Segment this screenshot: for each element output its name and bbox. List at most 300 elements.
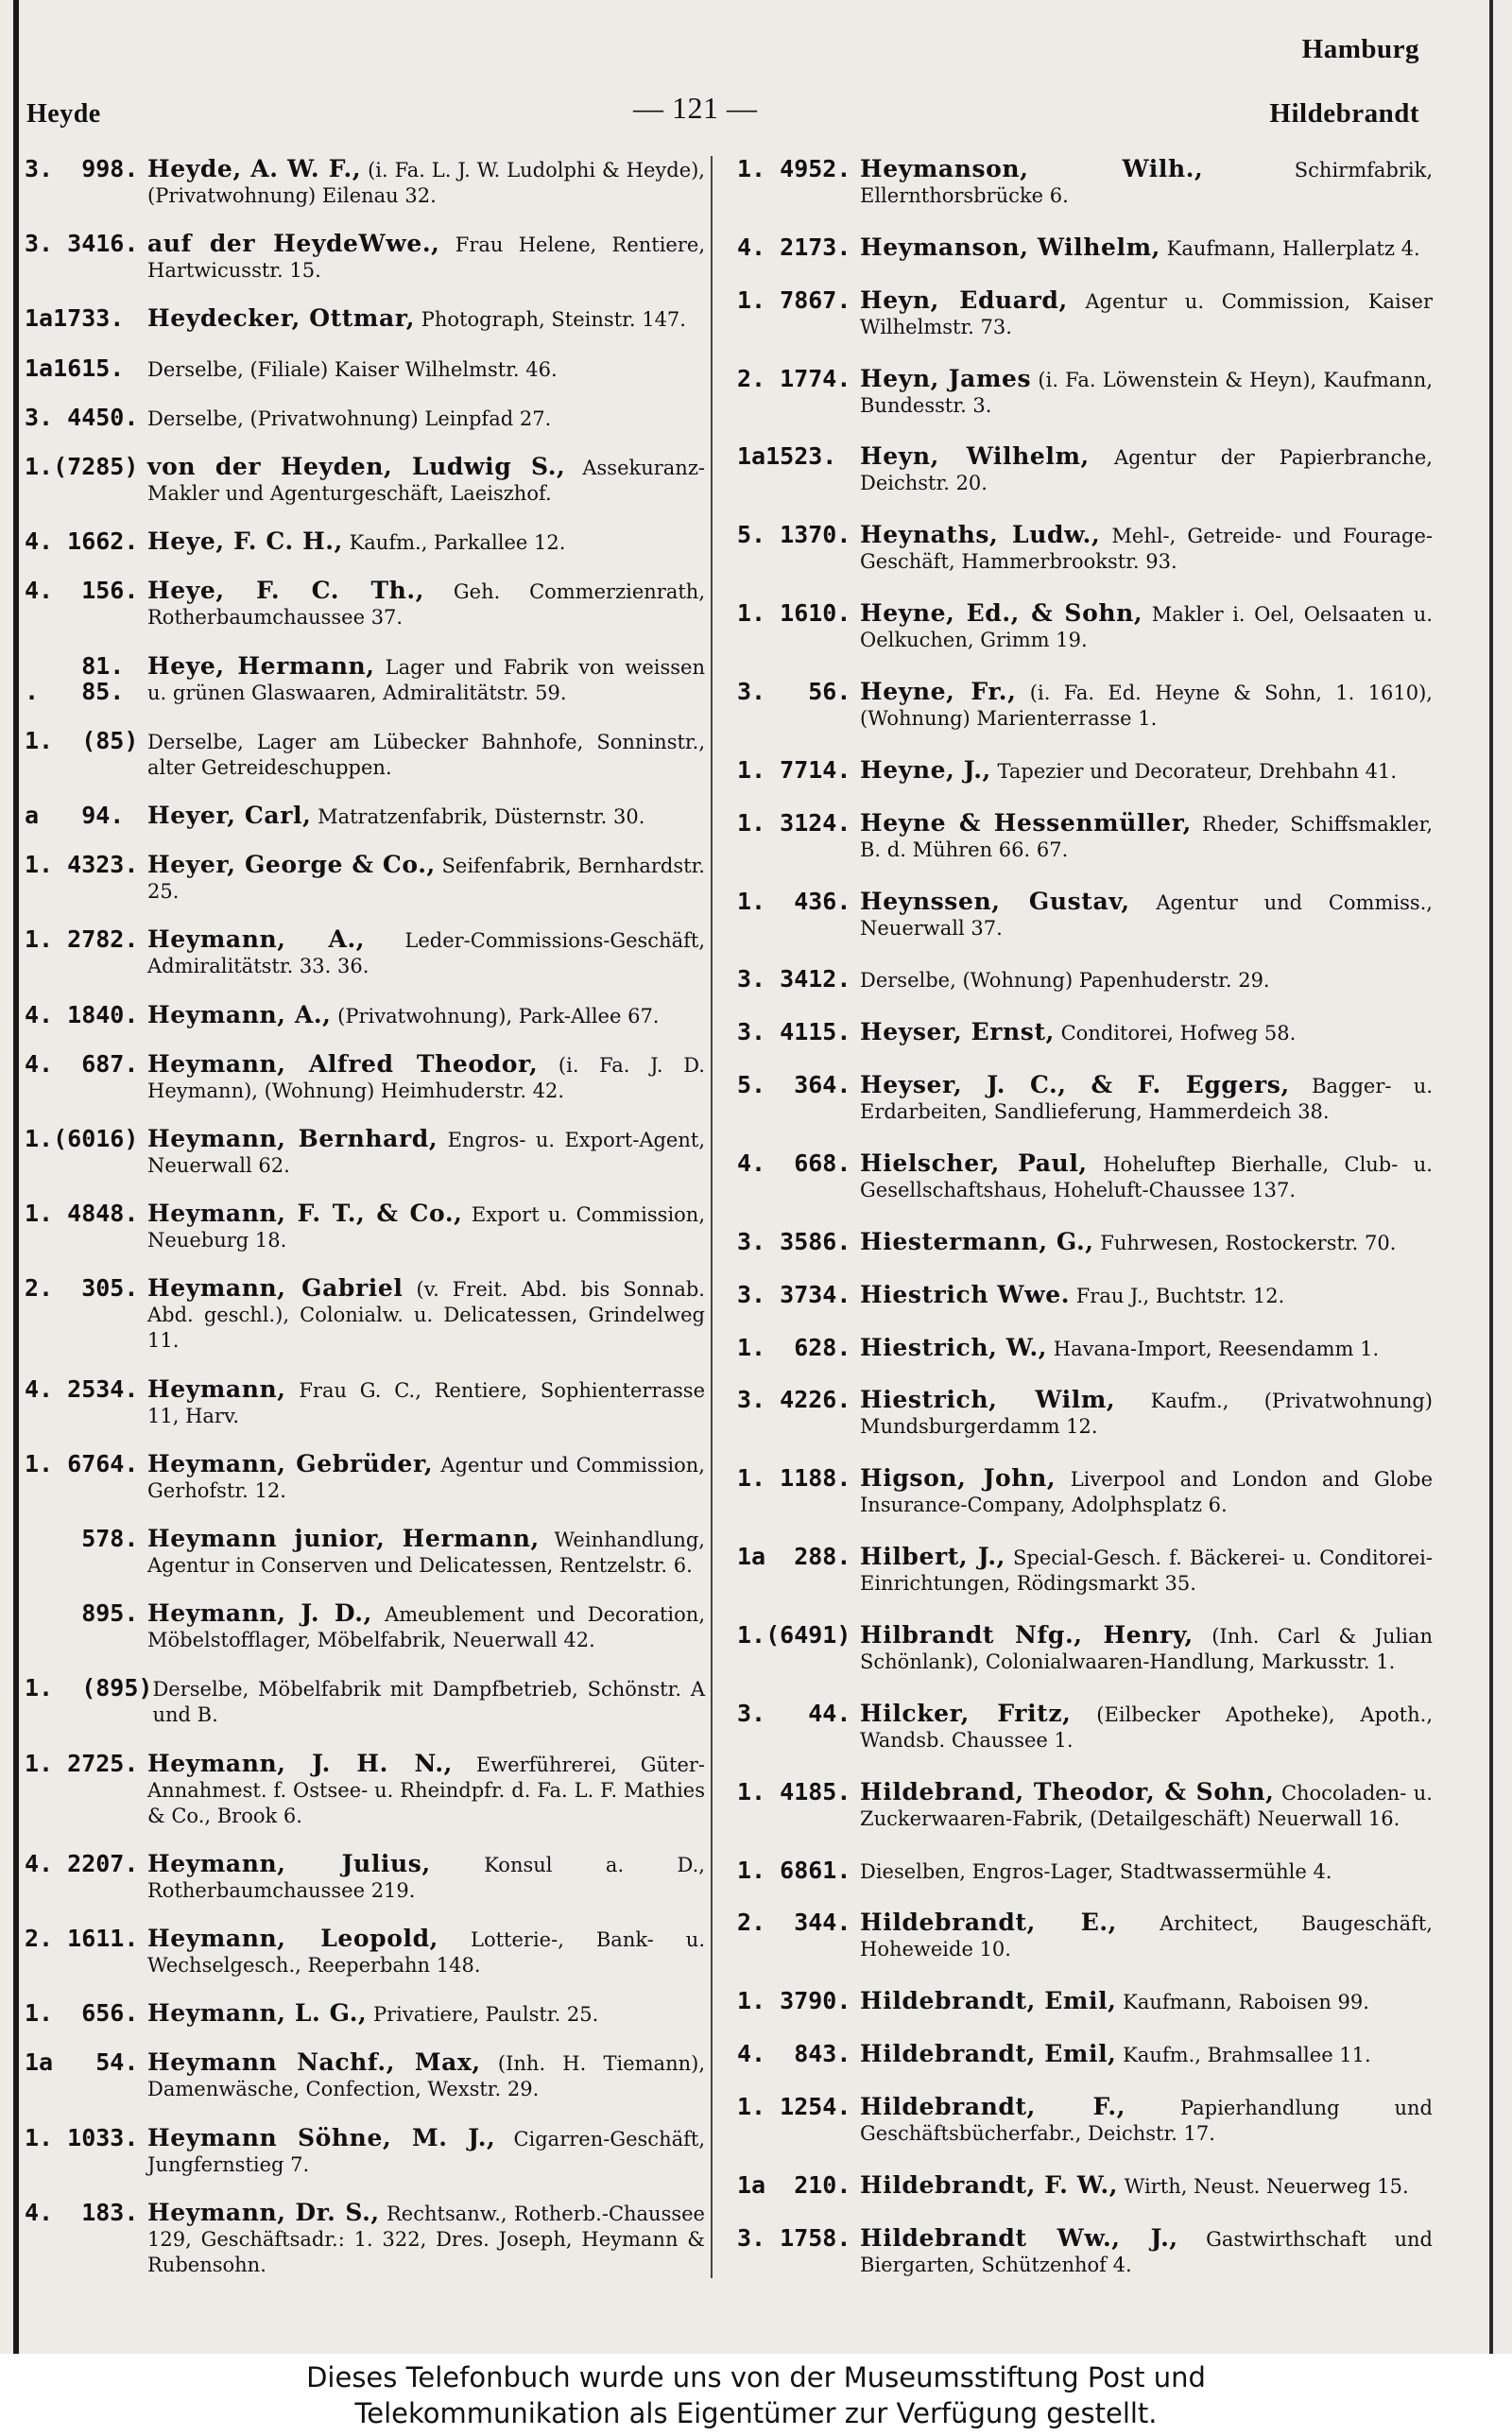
directory-entry xyxy=(737,1387,1433,1440)
page-number: — 121 — xyxy=(633,91,758,125)
directory-entry xyxy=(737,1857,1433,1885)
entry-text xyxy=(860,287,1433,340)
entry-description: (i. Fa. L. J. W. Ludolphi & Heyde), (Privatwohnung) Eilenau 32. xyxy=(147,159,705,207)
directory-entry xyxy=(25,1526,705,1579)
directory-entry xyxy=(25,803,705,830)
directory-entry xyxy=(737,234,1433,262)
entry-description: Special-Gesch. f. Bäckerei- u. Conditorei-Einrichtungen, Rödingsmarkt 35. xyxy=(860,1546,1433,1596)
entry-description: Agentur und Commiss., Neuerwall 37. xyxy=(860,890,1433,940)
phone-number: 1. (85) xyxy=(25,726,139,754)
entry-text xyxy=(860,1465,1433,1518)
phone-number: 3. 1758. xyxy=(737,2223,851,2252)
entry-description: Seifenfabrik, Bernhardstr. 25. xyxy=(147,855,705,904)
entry-text xyxy=(860,1779,1433,1832)
entry-text xyxy=(147,2125,705,2178)
entry-text xyxy=(860,966,1433,993)
entry-text xyxy=(860,1988,1433,2015)
entry-description: Mehl-, Getreide- und Fourage-Geschäft, Hammerbrookstr. 93. xyxy=(860,525,1433,574)
entry-description: Frau Helene, Rentiere, Hartwicusstr. 15. xyxy=(147,233,705,283)
entry-description: Bagger- u. Erdarbeiten, Sandlieferung, Hammerdeich 38. xyxy=(860,1075,1433,1124)
entry-name: auf der HeydeWwe., xyxy=(147,230,440,258)
phone-number: 1. 4952. xyxy=(737,155,851,182)
entry-name: Hiestrich Wwe. xyxy=(860,1280,1071,1308)
entry-text xyxy=(147,1002,705,1029)
entry-name: Heynaths, Ludw., xyxy=(860,521,1101,549)
directory-entry xyxy=(737,1909,1433,1962)
entry-description: Kaufmann, Raboisen 99. xyxy=(1123,1991,1369,2014)
entry-name: Heymann, Bernhard, xyxy=(147,1125,438,1153)
entry-text xyxy=(147,728,705,781)
directory-entry xyxy=(737,1019,1433,1046)
phone-number: 1. 1188. xyxy=(737,1464,851,1493)
entry-name: Heymann, F. T., & Co., xyxy=(147,1200,463,1228)
directory-entry xyxy=(25,926,705,979)
directory-entry xyxy=(737,757,1433,785)
phone-number: 3. 998. xyxy=(25,155,139,182)
entry-text xyxy=(147,653,705,706)
entry-description: Conditorei, Hofweg 58. xyxy=(1060,1022,1297,1045)
entry-name: Higson, John, xyxy=(860,1464,1057,1493)
entry-description: Papierhandlung und Geschäftsbücherfabr., Deichstr. 17. xyxy=(860,2097,1433,2146)
phone-number: 1a1733. xyxy=(25,304,125,333)
entry-text xyxy=(147,1376,705,1429)
entry-text xyxy=(860,679,1433,732)
entry-text xyxy=(860,2225,1433,2278)
phone-number: 1. 4848. xyxy=(25,1200,139,1228)
entry-text xyxy=(860,156,1433,209)
entry-name: Heymann, L. G., xyxy=(147,1999,368,2028)
entry-text xyxy=(860,1072,1433,1125)
entry-text xyxy=(147,405,705,432)
directory-entry xyxy=(737,1988,1433,2015)
entry-name: Heymanson, Wilhelm, xyxy=(860,233,1160,261)
directory-entry xyxy=(737,522,1433,575)
entry-name: Hildebrandt, Emil, xyxy=(860,2040,1117,2068)
phone-number: 1. 7867. xyxy=(737,285,851,314)
entry-name: Heynssen, Gustav, xyxy=(860,887,1130,915)
directory-entry xyxy=(25,1675,705,1728)
phone-number: 4. 668. xyxy=(737,1149,851,1178)
entry-description: Derselbe, Möbelfabrik mit Dampfbetrieb, Schönstr. A und B. xyxy=(152,1678,705,1727)
entry-name: Heyne, J., xyxy=(860,755,991,784)
directory-entry xyxy=(737,1701,1433,1754)
phone-number: 3. 44. xyxy=(737,1699,851,1727)
entry-description: Kaufm., Parkallee 12. xyxy=(349,531,566,555)
entry-name: Hilbert, J., xyxy=(860,1543,1005,1571)
directory-entry xyxy=(737,1622,1433,1675)
entry-name: Heyn, James xyxy=(860,364,1032,392)
entry-name: Heyser, J. C., & F. Eggers, xyxy=(860,1071,1290,1099)
entry-description: Derselbe, Lager am Lübecker Bahnhofe, Sonninstr., alter Getreideschuppen. xyxy=(147,730,705,779)
entry-description: Rechtsanw., Rotherb.-Chaussee 129, Geschäftsadr.: 1. 322, Dres. Joseph, Heymann & Rubensohn. xyxy=(147,2202,705,2276)
phone-number: 3. 3412. xyxy=(737,965,851,993)
entry-description: Chocoladen- u. Zuckerwaaren-Fabrik, (Detailgeschäft) Neuerwall 16. xyxy=(860,1781,1433,1830)
entry-name: Heymann, J. H. N., xyxy=(147,1749,453,1777)
entry-name: Heymann, Leopold, xyxy=(147,1925,438,1953)
directory-entry xyxy=(25,1600,705,1653)
entry-text xyxy=(147,926,705,979)
entry-name: Heyer, George & Co., xyxy=(147,851,436,879)
directory-entry xyxy=(737,810,1433,863)
phone-number: 1. 4185. xyxy=(737,1777,851,1805)
directory-entry xyxy=(737,2094,1433,2147)
entry-text xyxy=(147,1526,705,1579)
entry-description: Gastwirthschaft und Biergarten, Schützenhof 4. xyxy=(860,2227,1433,2276)
entry-description: Kaufm., Brahmsallee 11. xyxy=(1123,2044,1371,2067)
entry-description: Geh. Commerzienrath, Rotherbaumchaussee 37. xyxy=(147,580,705,630)
directory-entry xyxy=(737,156,1433,209)
entry-description: Leder-Commissions-Geschäft, Admiralitätstr. 33. 36. xyxy=(147,929,705,978)
entry-name: Heyne, Fr., xyxy=(860,678,1017,706)
phone-number: 1. 1033. xyxy=(25,2123,139,2151)
header-right-word: Hildebrandt xyxy=(1269,98,1419,129)
phone-number: 4. 2173. xyxy=(737,233,851,261)
phone-number: 4. 1662. xyxy=(25,527,139,556)
entry-text xyxy=(147,852,705,905)
entry-name: Heyser, Ernst, xyxy=(860,1018,1055,1046)
entry-description: (Inh. H. Tiemann), Damenwäsche, Confection, Wexstr. 29. xyxy=(147,2052,705,2101)
entry-description: Wirth, Neust. Neuerweg 15. xyxy=(1124,2174,1409,2198)
entry-name: Hildebrandt Ww., J., xyxy=(860,2223,1178,2252)
entry-text xyxy=(860,1282,1433,1309)
entry-text xyxy=(147,2000,705,2028)
entry-name: Heymann junior, Hermann, xyxy=(147,1525,540,1553)
column-divider xyxy=(711,156,713,2278)
entry-description: Derselbe, (Filiale) Kaiser Wilhelmstr. 46. xyxy=(147,357,558,381)
phone-number: 2. 1774. xyxy=(737,364,851,392)
phone-number: 2. 1611. xyxy=(25,1925,139,1953)
directory-entry xyxy=(25,2049,705,2102)
entry-text xyxy=(147,1451,705,1504)
entry-name: Hiestrich, Wilm, xyxy=(860,1386,1116,1414)
directory-entry xyxy=(25,528,705,556)
left-column xyxy=(25,156,705,2278)
directory-entry xyxy=(737,1229,1433,1256)
entry-text xyxy=(147,156,705,209)
entry-name: Heymanson, Wilh., xyxy=(860,155,1204,182)
directory-entry xyxy=(737,679,1433,732)
entry-text xyxy=(147,1851,705,1904)
directory-entry xyxy=(25,653,705,706)
entry-description: Engros- u. Export-Agent, Neuerwall 62. xyxy=(147,1129,705,1178)
entry-name: Heye, F. C. Th., xyxy=(147,577,425,605)
entry-name: Hildebrand, Theodor, & Sohn, xyxy=(860,1777,1275,1805)
entry-text xyxy=(860,1701,1433,1754)
directory-entry xyxy=(737,966,1433,993)
entry-text xyxy=(147,528,705,556)
entry-text xyxy=(147,803,705,830)
entry-text xyxy=(147,305,705,333)
phone-number: 1. (895) xyxy=(25,1674,153,1702)
directory-entry xyxy=(25,578,705,631)
entry-text xyxy=(860,2041,1433,2068)
phone-number: 1. 2782. xyxy=(25,925,139,954)
phone-number: 1.(6491) xyxy=(737,1621,851,1650)
entry-description: (Inh. Carl & Julian Schönlank), Colonialwaaren-Handlung, Markusstr. 1. xyxy=(860,1625,1433,1674)
entry-name: Heyn, Wilhelm, xyxy=(860,442,1090,471)
entry-text xyxy=(860,600,1433,653)
entry-name: Hilcker, Fritz, xyxy=(860,1699,1072,1727)
entry-name: Heymann, Dr. S., xyxy=(147,2198,380,2226)
phone-number: 4. 1840. xyxy=(25,1000,139,1028)
entry-name: Heyer, Carl, xyxy=(147,802,312,830)
directory-entry xyxy=(25,1201,705,1253)
footer-line-1: Dieses Telefonbuch wurde uns von der Museumsstiftung Post und xyxy=(306,2360,1206,2393)
phone-number: 1. 6861. xyxy=(737,1856,851,1884)
entry-description: Hoheluftер Bierhalle, Club- u. Gesellschaftshaus, Hoheluft-Chaussee 137. xyxy=(860,1153,1433,1202)
directory-entry xyxy=(737,600,1433,653)
directory-entry xyxy=(25,1051,705,1104)
entry-name: Heymann, Alfred Theodor, xyxy=(147,1049,539,1078)
phone-number: a 94. xyxy=(25,802,125,830)
directory-entry xyxy=(737,1072,1433,1125)
entry-description: Lager und Fabrik von weissen u. grünen Glaswaaren, Admiralitätstr. 59. xyxy=(147,655,705,704)
entry-name: Heydecker, Ottmar, xyxy=(147,304,416,333)
entry-name: Heye, Hermann, xyxy=(147,651,375,680)
phone-number: 5. 1370. xyxy=(737,521,851,549)
directory-entry xyxy=(25,231,705,284)
entry-name: Hildebrandt, E., xyxy=(860,1909,1117,1937)
entry-description: Frau J., Buchtstr. 12. xyxy=(1075,1284,1285,1307)
entry-description: Derselbe, (Privatwohnung) Leinpfad 27. xyxy=(147,406,552,430)
entry-text xyxy=(147,2049,705,2102)
directory-entry xyxy=(25,1002,705,1029)
entry-description: Rheder, Schiffsmakler, B. d. Mühren 66. 67. xyxy=(860,812,1433,861)
phone-number: 5. 364. xyxy=(737,1071,851,1099)
entry-description: (Eilbecker Apotheke), Apoth., Wandsb. Chaussee 1. xyxy=(860,1702,1433,1752)
entry-text xyxy=(860,2172,1433,2200)
entry-text xyxy=(147,1126,705,1179)
phone-number: 1. 656. xyxy=(25,1999,139,2028)
entry-description: Assekuranz-Makler und Agenturgeschäft, Laeiszhof. xyxy=(147,457,705,506)
entry-text xyxy=(152,1675,705,1728)
entry-name: Heymann, Gebrüder, xyxy=(147,1449,434,1477)
left-scan-edge xyxy=(13,0,19,2354)
phone-number: 1. 4323. xyxy=(25,851,139,879)
entry-description: Privatiere, Paulstr. 25. xyxy=(373,2003,599,2027)
phone-number: 3. 56. xyxy=(737,678,851,706)
phone-number: 3. 3734. xyxy=(737,1280,851,1308)
directory-entry xyxy=(25,1376,705,1429)
entry-description: Agentur u. Commission, Kaiser Wilhelmstr. 73. xyxy=(860,289,1433,338)
entry-description: Konsul a. D., Rotherbaumchaussee 219. xyxy=(147,1853,705,1902)
directory-entry xyxy=(737,366,1433,419)
entry-text xyxy=(860,1019,1433,1046)
phone-number: 4. 183. xyxy=(25,2198,139,2226)
entry-name: Heymann, xyxy=(147,1374,286,1403)
entry-description: (i. Fa. Ed. Heyne & Sohn, 1. 1610), (Wohnung) Marienterrasse 1. xyxy=(860,682,1433,731)
directory-entry xyxy=(737,1150,1433,1203)
entry-text xyxy=(860,889,1433,942)
entry-name: Heymann, J. D., xyxy=(147,1599,372,1628)
directory-entry xyxy=(25,405,705,432)
entry-name: Hildebrandt, Emil, xyxy=(860,1987,1117,2015)
phone-number: 4. 2207. xyxy=(25,1849,139,1877)
entry-description: Kaufmann, Hallerplatz 4. xyxy=(1166,236,1420,260)
entry-text xyxy=(147,1051,705,1104)
entry-description: Architect, Baugeschäft, Hoheweide 10. xyxy=(860,1912,1433,1961)
entry-name: Heymann, Gabriel xyxy=(147,1274,404,1303)
directory-entry xyxy=(737,1465,1433,1518)
phone-number: 578. xyxy=(25,1525,139,1553)
entry-description: Export u. Commission, Neueburg 18. xyxy=(147,1203,705,1253)
directory-entry xyxy=(25,852,705,905)
phone-number: 3. 3416. xyxy=(25,230,139,258)
directory-entry xyxy=(737,1779,1433,1832)
entry-text xyxy=(147,454,705,507)
entry-text xyxy=(860,1150,1433,1203)
header-city: Hamburg xyxy=(1301,34,1419,64)
phone-number: 3. 4226. xyxy=(737,1386,851,1414)
header-left-word: Heyde xyxy=(26,99,101,129)
phone-number: 1. 1610. xyxy=(737,599,851,628)
entry-text xyxy=(147,1275,705,1354)
phone-number: 1. 436. xyxy=(737,887,851,915)
phone-number: 1a1615. xyxy=(25,354,125,382)
entry-text xyxy=(860,1229,1433,1256)
entry-name: Heyn, Eduard, xyxy=(860,285,1068,314)
phone-number: 3. 4450. xyxy=(25,403,139,431)
entry-text xyxy=(860,234,1433,262)
entry-name: Heymann Söhne, M. J., xyxy=(147,2123,496,2151)
entry-text xyxy=(860,1857,1433,1885)
phone-number: 81. . 85. xyxy=(25,651,125,705)
entry-description: Agentur der Papierbranche, Deichstr. 20. xyxy=(860,446,1433,495)
entry-name: Heymann Nachf., Max, xyxy=(147,2048,481,2077)
phone-number: 2. 344. xyxy=(737,1909,851,1937)
phone-number: 4. 687. xyxy=(25,1049,139,1078)
entry-description: Schirmfabrik, Ellernthorsbrücke 6. xyxy=(860,159,1433,207)
phone-number: 4. 2534. xyxy=(25,1374,139,1403)
directory-entry xyxy=(25,1851,705,1904)
entry-text xyxy=(860,1387,1433,1440)
directory-entry xyxy=(25,2125,705,2178)
phone-number: 1. 1254. xyxy=(737,2093,851,2121)
directory-entry xyxy=(737,1282,1433,1309)
entry-text xyxy=(860,366,1433,419)
right-scan-edge xyxy=(1489,0,1493,2354)
entry-name: Heymann, A., xyxy=(147,925,366,954)
entry-text xyxy=(860,1335,1433,1362)
phone-number: 1. 628. xyxy=(737,1333,851,1361)
entry-name: Hiestermann, G., xyxy=(860,1227,1094,1255)
entry-description: Ewerführerei, Güter-Annahmest. f. Ostsee- u. Rheindpfr. d. Fa. L. F. Mathies & Co., Brook 6. xyxy=(147,1753,706,1827)
entry-description: Cigarren-Geschäft, Jungfernstieg 7. xyxy=(147,2127,705,2176)
directory-entry xyxy=(25,1926,705,1978)
entry-name: Hilbrandt Nfg., Henry, xyxy=(860,1621,1194,1650)
entry-description: Weinhandlung, Agentur in Conserven und Delicatessen, Rentzelstr. 6. xyxy=(147,1529,705,1578)
phone-number: 1. 6764. xyxy=(25,1449,139,1477)
entry-description: Lotterie-, Bank- u. Wechselgesch., Reeperbahn 148. xyxy=(147,1928,705,1978)
entry-description: Fuhrwesen, Rostockerstr. 70. xyxy=(1100,1231,1397,1254)
directory-entry xyxy=(737,2225,1433,2278)
entry-description: Photograph, Steinstr. 147. xyxy=(421,308,686,332)
entry-description: Derselbe, (Wohnung) Papenhuderstr. 29. xyxy=(860,969,1270,993)
right-column xyxy=(737,156,1433,2278)
entry-text xyxy=(147,1600,705,1653)
footer-line-2: Telekommunikation als Eigentümer zur Verfügung gestellt. xyxy=(354,2396,1158,2429)
directory-entry xyxy=(737,2172,1433,2200)
entry-description: (i. Fa. J. D. Heymann), (Wohnung) Heimhuderstr. 42. xyxy=(147,1053,705,1102)
directory-entry xyxy=(737,443,1433,496)
phone-number: 1a1523. xyxy=(737,442,837,471)
entry-description: (Privatwohnung), Park-Allee 67. xyxy=(337,1004,660,1028)
footer-notice xyxy=(0,2354,1512,2436)
entry-name: Hielscher, Paul, xyxy=(860,1149,1088,1178)
entry-text xyxy=(860,757,1433,785)
phone-number: 3. 4115. xyxy=(737,1018,851,1046)
entry-name: Heye, F. C. H., xyxy=(147,527,343,556)
directory-entry xyxy=(737,1335,1433,1362)
entry-text xyxy=(147,1201,705,1253)
entry-description: Ameublement und Decoration, Möbelstofflager, Möbelfabrik, Neuerwall 42. xyxy=(147,1603,705,1652)
entry-name: Hildebrandt, F. W., xyxy=(860,2170,1119,2199)
phone-number: 1a 54. xyxy=(25,2048,139,2077)
entry-name: von der Heyden, Ludwig S., xyxy=(147,453,566,481)
directory-entry xyxy=(737,889,1433,942)
entry-text xyxy=(147,231,705,284)
entry-name: Heyne, Ed., & Sohn, xyxy=(860,599,1143,628)
phone-number: 1. 3124. xyxy=(737,808,851,837)
phone-number: 895. xyxy=(25,1599,139,1628)
entry-text xyxy=(147,1751,705,1829)
entry-text xyxy=(860,443,1433,496)
directory-entry xyxy=(25,1126,705,1179)
directory-entry xyxy=(25,1451,705,1504)
directory-entry xyxy=(737,1544,1433,1597)
entry-description: Liverpool and London and Globe Insurance-Company, Adolphsplatz 6. xyxy=(860,1468,1433,1517)
entry-name: Hiestrich, W., xyxy=(860,1333,1048,1361)
entry-name: Heyne & Hessenmüller, xyxy=(860,808,1192,837)
entry-description: Makler i. Oel, Oelsaaten u. Oelkuchen, Grimm 19. xyxy=(860,603,1433,652)
phone-number: 4. 156. xyxy=(25,577,139,605)
entry-name: Heymann, A., xyxy=(147,1000,332,1028)
entry-description: Matratzenfabrik, Düsternstr. 30. xyxy=(318,805,645,829)
directory-entry xyxy=(25,305,705,333)
phone-number: 1. 3790. xyxy=(737,1987,851,2015)
entry-description: Frau G. C., Rentiere, Sophienterrasse 11, Harv. xyxy=(147,1378,705,1427)
phone-number: 1a 210. xyxy=(737,2170,851,2199)
entry-text xyxy=(860,522,1433,575)
phone-number: 3. 3586. xyxy=(737,1227,851,1255)
directory-entry xyxy=(25,2200,705,2278)
entry-text xyxy=(147,1926,705,1978)
entry-text xyxy=(147,2200,705,2278)
entry-text xyxy=(860,1544,1433,1597)
directory-entry xyxy=(25,355,705,383)
entry-text xyxy=(147,578,705,631)
entry-name: Hildebrandt, F., xyxy=(860,2093,1125,2121)
entry-text xyxy=(860,810,1433,863)
entry-text xyxy=(860,2094,1433,2147)
directory-entry xyxy=(737,287,1433,340)
directory-entry xyxy=(737,2041,1433,2068)
entry-text xyxy=(147,355,705,383)
directory-entry xyxy=(25,728,705,781)
entry-description: (i. Fa. Löwenstein & Heyn), Kaufmann, Bundesstr. 3. xyxy=(860,368,1433,417)
entry-text xyxy=(860,1909,1433,1962)
entry-description: Havana-Import, Reesendamm 1. xyxy=(1053,1337,1380,1360)
entry-description: Kaufm., (Privatwohnung) Mundsburgerdamm 12. xyxy=(860,1390,1433,1439)
entry-description: Tapezier und Decorateur, Drehbahn 41. xyxy=(997,759,1398,783)
phone-number: 4. 843. xyxy=(737,2040,851,2068)
directory-entry xyxy=(25,156,705,209)
phone-number: 1. 7714. xyxy=(737,755,851,784)
directory-entry xyxy=(25,1275,705,1354)
directory-entry xyxy=(25,2000,705,2028)
directory-entry xyxy=(25,1751,705,1829)
directory-entry xyxy=(25,454,705,507)
